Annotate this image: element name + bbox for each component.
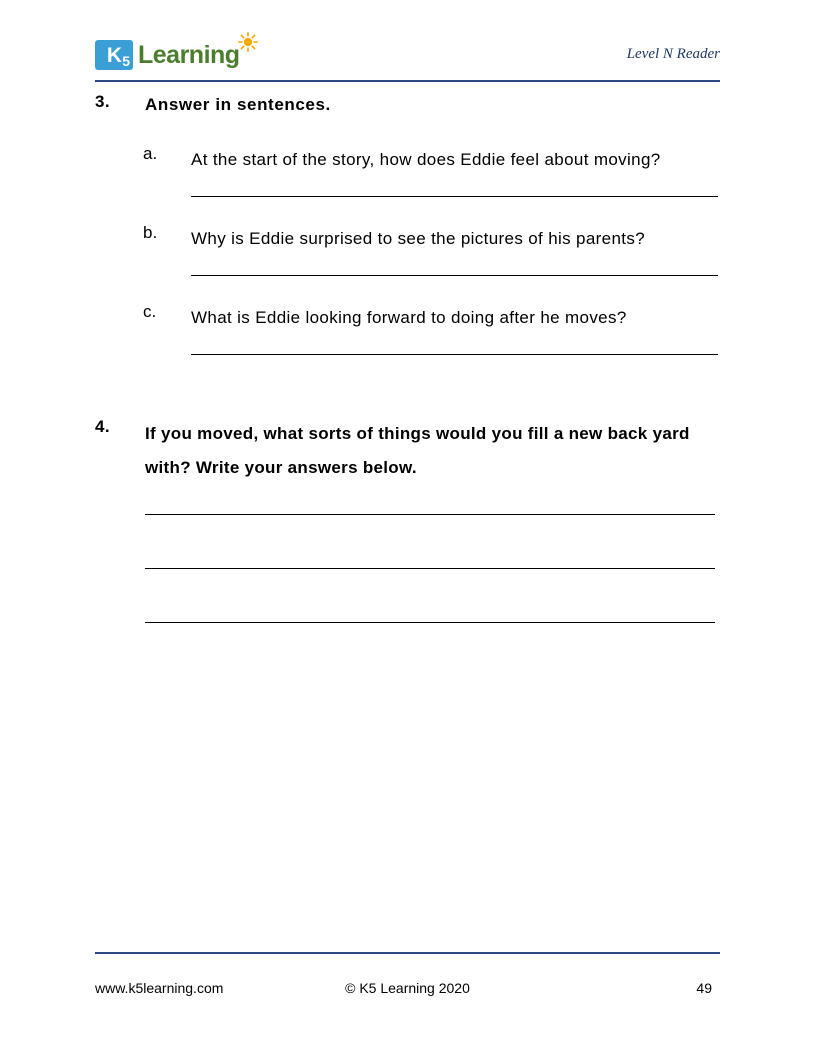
logo-word-text: Learning [138, 40, 240, 69]
question-3c-text: What is Eddie looking forward to doing after he moves? [191, 308, 627, 328]
question-3 [95, 92, 720, 355]
sun-spark-icon [238, 32, 258, 52]
question-4-answer-area [145, 514, 720, 623]
question-3a [143, 144, 720, 197]
worksheet-content [95, 92, 720, 676]
question-3c [143, 302, 720, 355]
question-4 [95, 417, 720, 622]
logo-letter-k: K [106, 43, 122, 67]
answer-line[interactable] [191, 354, 718, 355]
question-3a-text: At the start of the story, how does Eddie feel about moving? [191, 149, 661, 169]
question-3a-letter: a. [143, 143, 158, 163]
question-3b-letter: b. [143, 222, 158, 242]
question-3b [143, 223, 720, 276]
answer-line[interactable] [145, 622, 715, 623]
question-3c-letter: c. [143, 302, 157, 322]
page-header [95, 32, 720, 82]
header-divider [95, 80, 720, 82]
footer-page-number: 49 [696, 980, 712, 996]
k5-learning-logo [95, 38, 240, 72]
answer-line[interactable] [191, 275, 718, 276]
logo-wordmark [138, 41, 240, 70]
question-3-title: Answer in sentences. [145, 95, 331, 114]
question-3b-text: Why is Eddie surprised to see the pictures of his parents? [191, 228, 646, 248]
footer-copyright: © K5 Learning 2020 [345, 980, 470, 996]
question-3-number: 3. [95, 92, 110, 111]
question-4-title: If you moved, what sorts of things would you fill a new back yard with? Write your answers below. [145, 424, 690, 477]
footer-divider [95, 952, 720, 954]
question-4-number: 4. [95, 417, 110, 437]
answer-line[interactable] [191, 196, 718, 197]
logo-digit-5: 5 [122, 53, 130, 69]
answer-line[interactable] [145, 568, 715, 569]
reader-level-title: Level N Reader [626, 46, 720, 62]
logo-badge-icon [95, 40, 133, 70]
answer-line[interactable] [145, 514, 715, 515]
footer-website[interactable]: www.k5learning.com [95, 980, 224, 996]
